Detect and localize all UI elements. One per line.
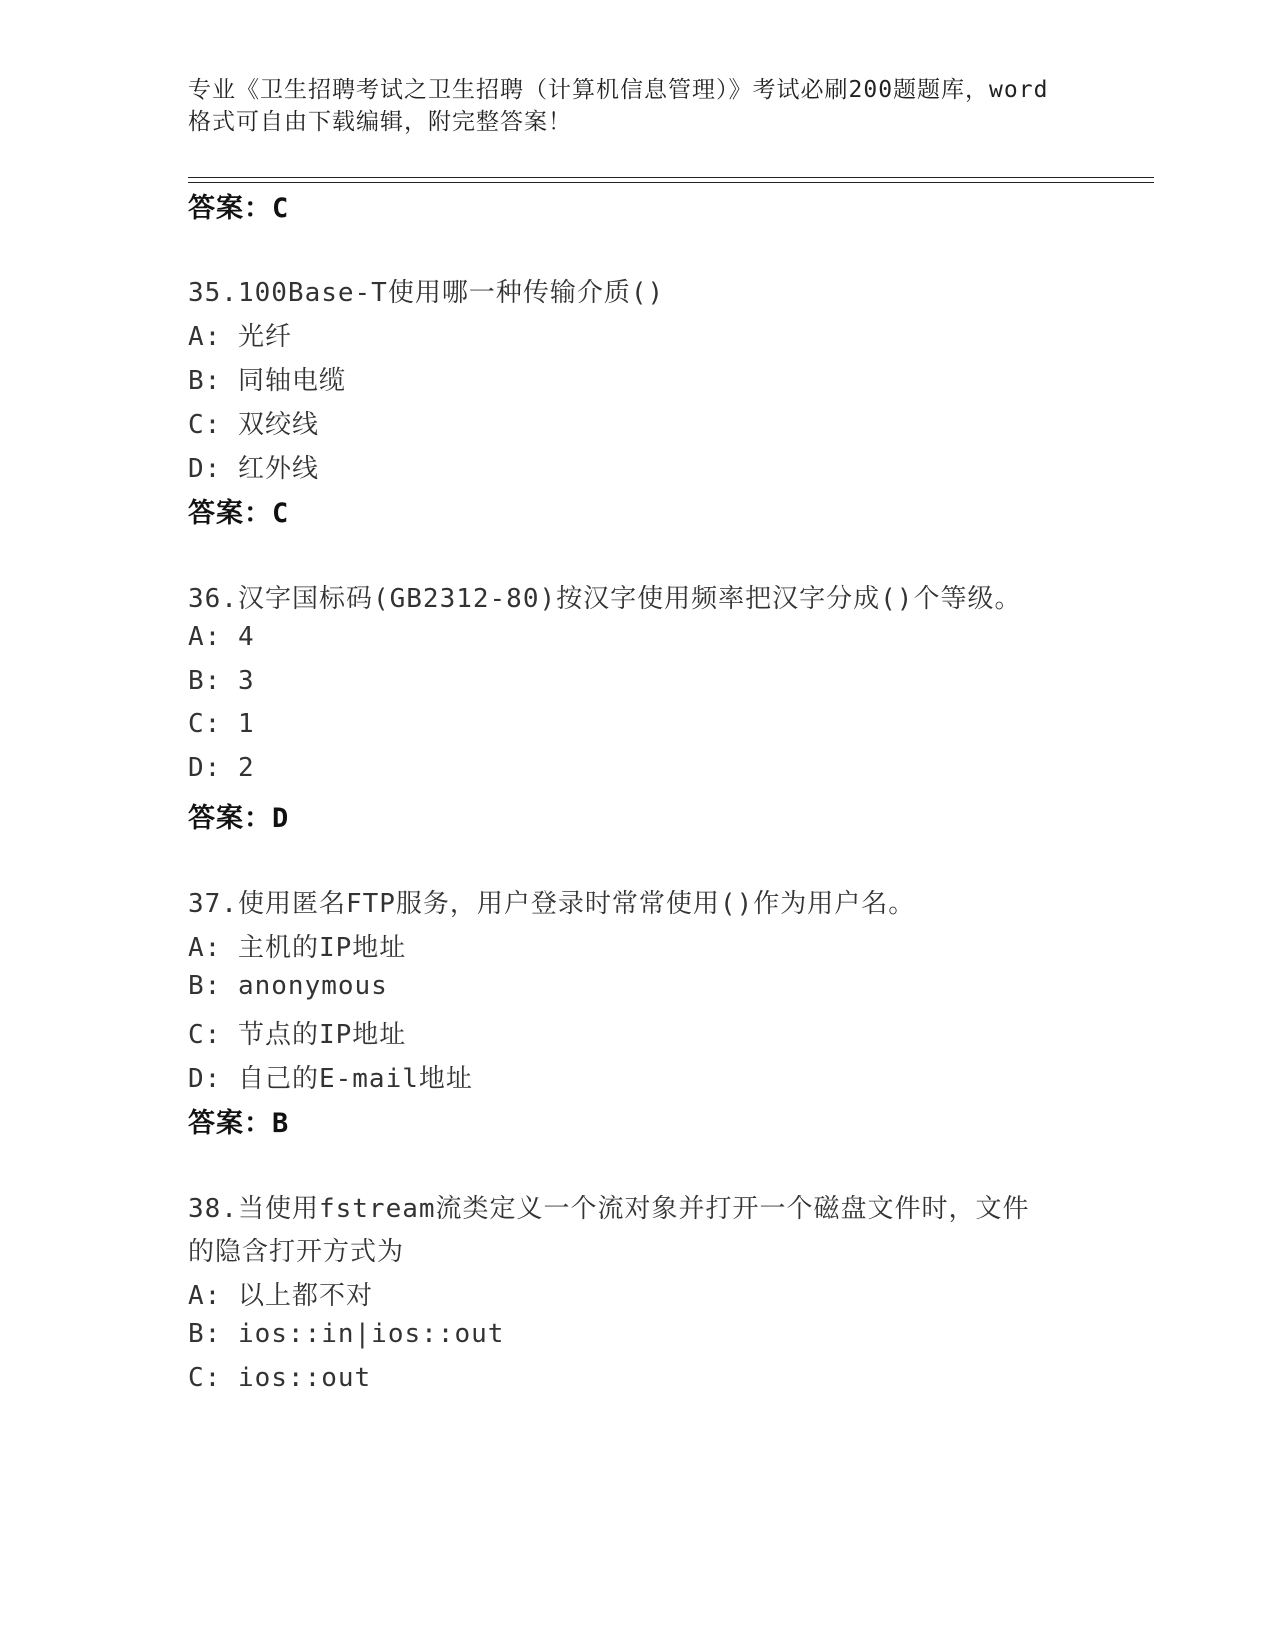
question-stem: 35.100Base-T使用哪一种传输介质() (188, 278, 665, 308)
header-divider-top (188, 177, 1154, 178)
option-b: B: ios::in|ios::out (188, 1319, 505, 1349)
option-b: B: anonymous (188, 971, 388, 1001)
header-title-line-1: 专业《卫生招聘考试之卫生招聘（计算机信息管理）》考试必刷200题题库，word (188, 77, 1049, 103)
question-stem: 38.当使用fstream流类定义一个流对象并打开一个磁盘文件时，文件 (188, 1194, 1030, 1224)
option-c: C: 节点的IP地址 (188, 1020, 407, 1050)
document-header (188, 74, 1088, 138)
option-d: D: 红外线 (188, 454, 319, 484)
header-divider-bottom (188, 182, 1154, 183)
option-d: D: 2 (188, 753, 255, 783)
question-stem: 37.使用匿名FTP服务，用户登录时常常使用()作为用户名。 (188, 889, 916, 919)
answer-line: 答案：D (188, 803, 290, 834)
option-b: B: 3 (188, 666, 255, 696)
option-a: A: 以上都不对 (188, 1281, 373, 1311)
option-c: C: 双绞线 (188, 410, 319, 440)
header-title-line-2: 格式可自由下载编辑，附完整答案！ (188, 109, 572, 135)
option-d: D: 自己的E-mail地址 (188, 1064, 473, 1094)
answer-line: 答案：C (188, 193, 290, 224)
option-a: A: 光纤 (188, 322, 292, 352)
option-c: C: ios::out (188, 1363, 372, 1393)
option-a: A: 主机的IP地址 (188, 933, 407, 963)
question-stem-continued: 的隐含打开方式为 (188, 1237, 405, 1267)
question-stem: 36.汉字国标码(GB2312-80)按汉字使用频率把汉字分成()个等级。 (188, 584, 1022, 614)
option-b: B: 同轴电缆 (188, 366, 346, 396)
answer-line: 答案：B (188, 1108, 290, 1139)
option-a: A: 4 (188, 622, 255, 652)
option-c: C: 1 (188, 709, 255, 739)
answer-line: 答案：C (188, 498, 290, 529)
